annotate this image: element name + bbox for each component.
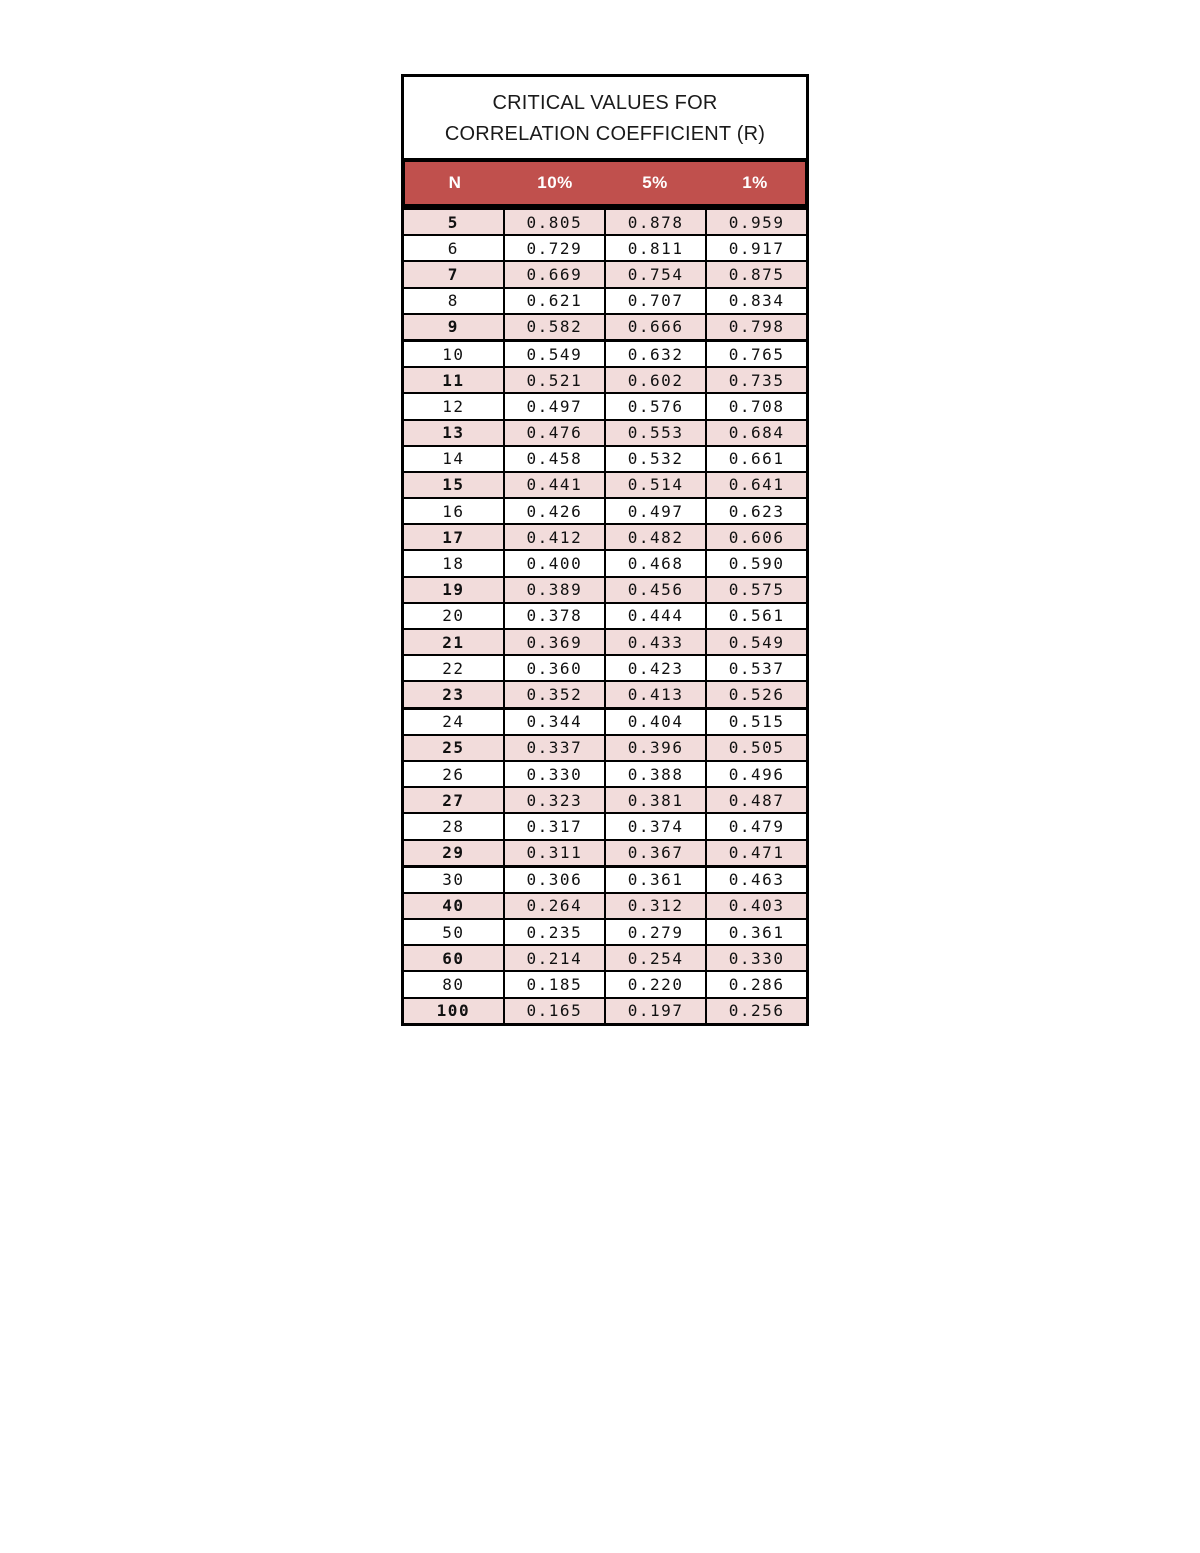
cell-10-percent: 0.412 — [504, 524, 605, 550]
cell-1-percent: 0.765 — [706, 340, 807, 367]
critical-values-sheet — [401, 74, 809, 1026]
cell-5-percent: 0.279 — [605, 919, 706, 945]
cell-n: 12 — [403, 393, 504, 419]
cell-1-percent: 0.487 — [706, 787, 807, 813]
table-row — [403, 893, 808, 919]
cell-n: 29 — [403, 840, 504, 867]
cell-5-percent: 0.413 — [605, 681, 706, 708]
cell-n: 27 — [403, 787, 504, 813]
table-row — [403, 420, 808, 446]
table-row — [403, 787, 808, 813]
cell-1-percent: 0.515 — [706, 708, 807, 735]
table-row — [403, 603, 808, 629]
table-row — [403, 655, 808, 681]
cell-1-percent: 0.623 — [706, 498, 807, 524]
cell-5-percent: 0.576 — [605, 393, 706, 419]
cell-1-percent: 0.575 — [706, 577, 807, 603]
table-row — [403, 367, 808, 393]
cell-5-percent: 0.666 — [605, 314, 706, 341]
cell-n: 14 — [403, 446, 504, 472]
table-row — [403, 577, 808, 603]
cell-1-percent: 0.471 — [706, 840, 807, 867]
cell-10-percent: 0.369 — [504, 629, 605, 655]
cell-5-percent: 0.497 — [605, 498, 706, 524]
cell-10-percent: 0.323 — [504, 787, 605, 813]
cell-n: 10 — [403, 340, 504, 367]
cell-5-percent: 0.514 — [605, 472, 706, 498]
table-row — [403, 813, 808, 839]
cell-n: 23 — [403, 681, 504, 708]
cell-1-percent: 0.590 — [706, 550, 807, 576]
cell-10-percent: 0.165 — [504, 998, 605, 1025]
table-row — [403, 288, 808, 314]
cell-1-percent: 0.641 — [706, 472, 807, 498]
cell-5-percent: 0.444 — [605, 603, 706, 629]
table-row — [403, 550, 808, 576]
cell-n: 6 — [403, 235, 504, 261]
table-body — [403, 209, 808, 1024]
table-row — [403, 340, 808, 367]
cell-5-percent: 0.553 — [605, 420, 706, 446]
table-row — [403, 209, 808, 235]
cell-10-percent: 0.669 — [504, 261, 605, 287]
critical-values-table — [401, 208, 809, 1026]
cell-5-percent: 0.632 — [605, 340, 706, 367]
cell-10-percent: 0.389 — [504, 577, 605, 603]
cell-n: 8 — [403, 288, 504, 314]
cell-1-percent: 0.549 — [706, 629, 807, 655]
cell-10-percent: 0.582 — [504, 314, 605, 341]
cell-n: 11 — [403, 367, 504, 393]
cell-5-percent: 0.468 — [605, 550, 706, 576]
column-header-5-percent: 5% — [642, 173, 668, 192]
cell-10-percent: 0.214 — [504, 945, 605, 971]
table-row — [403, 998, 808, 1025]
cell-5-percent: 0.381 — [605, 787, 706, 813]
cell-5-percent: 0.433 — [605, 629, 706, 655]
cell-n: 26 — [403, 761, 504, 787]
cell-1-percent: 0.875 — [706, 261, 807, 287]
cell-10-percent: 0.317 — [504, 813, 605, 839]
column-header-1-percent: 1% — [742, 173, 768, 192]
table-row — [403, 866, 808, 893]
cell-1-percent: 0.256 — [706, 998, 807, 1025]
cell-5-percent: 0.220 — [605, 971, 706, 997]
cell-1-percent: 0.463 — [706, 866, 807, 893]
cell-10-percent: 0.360 — [504, 655, 605, 681]
table-row — [403, 629, 808, 655]
cell-n: 19 — [403, 577, 504, 603]
cell-10-percent: 0.352 — [504, 681, 605, 708]
cell-1-percent: 0.798 — [706, 314, 807, 341]
cell-5-percent: 0.878 — [605, 209, 706, 235]
table-row — [403, 735, 808, 761]
cell-10-percent: 0.441 — [504, 472, 605, 498]
cell-10-percent: 0.621 — [504, 288, 605, 314]
cell-10-percent: 0.311 — [504, 840, 605, 867]
cell-5-percent: 0.456 — [605, 577, 706, 603]
cell-n: 25 — [403, 735, 504, 761]
table-row — [403, 393, 808, 419]
cell-n: 60 — [403, 945, 504, 971]
cell-n: 7 — [403, 261, 504, 287]
cell-n: 40 — [403, 893, 504, 919]
cell-5-percent: 0.396 — [605, 735, 706, 761]
cell-1-percent: 0.361 — [706, 919, 807, 945]
cell-1-percent: 0.505 — [706, 735, 807, 761]
cell-5-percent: 0.367 — [605, 840, 706, 867]
cell-5-percent: 0.423 — [605, 655, 706, 681]
table-row — [403, 761, 808, 787]
cell-n: 21 — [403, 629, 504, 655]
cell-10-percent: 0.378 — [504, 603, 605, 629]
cell-1-percent: 0.661 — [706, 446, 807, 472]
cell-n: 22 — [403, 655, 504, 681]
cell-5-percent: 0.197 — [605, 998, 706, 1025]
cell-5-percent: 0.361 — [605, 866, 706, 893]
cell-10-percent: 0.497 — [504, 393, 605, 419]
table-row — [403, 945, 808, 971]
cell-1-percent: 0.561 — [706, 603, 807, 629]
cell-10-percent: 0.426 — [504, 498, 605, 524]
column-header-row — [401, 158, 809, 208]
cell-n: 16 — [403, 498, 504, 524]
cell-1-percent: 0.479 — [706, 813, 807, 839]
cell-5-percent: 0.374 — [605, 813, 706, 839]
table-row — [403, 919, 808, 945]
table-row — [403, 235, 808, 261]
cell-n: 100 — [403, 998, 504, 1025]
cell-5-percent: 0.404 — [605, 708, 706, 735]
cell-5-percent: 0.482 — [605, 524, 706, 550]
cell-1-percent: 0.735 — [706, 367, 807, 393]
cell-1-percent: 0.330 — [706, 945, 807, 971]
cell-1-percent: 0.684 — [706, 420, 807, 446]
table-row — [403, 498, 808, 524]
cell-5-percent: 0.254 — [605, 945, 706, 971]
cell-n: 30 — [403, 866, 504, 893]
cell-1-percent: 0.286 — [706, 971, 807, 997]
cell-10-percent: 0.549 — [504, 340, 605, 367]
cell-n: 15 — [403, 472, 504, 498]
cell-1-percent: 0.917 — [706, 235, 807, 261]
cell-n: 18 — [403, 550, 504, 576]
column-header-n: N — [448, 173, 462, 192]
cell-1-percent: 0.708 — [706, 393, 807, 419]
cell-1-percent: 0.959 — [706, 209, 807, 235]
table-title-line-1: CRITICAL VALUES FOR — [492, 91, 718, 114]
cell-5-percent: 0.532 — [605, 446, 706, 472]
cell-10-percent: 0.306 — [504, 866, 605, 893]
cell-10-percent: 0.264 — [504, 893, 605, 919]
table-row — [403, 524, 808, 550]
cell-10-percent: 0.729 — [504, 235, 605, 261]
table-row — [403, 681, 808, 708]
cell-1-percent: 0.496 — [706, 761, 807, 787]
table-row — [403, 472, 808, 498]
cell-10-percent: 0.458 — [504, 446, 605, 472]
cell-1-percent: 0.526 — [706, 681, 807, 708]
cell-10-percent: 0.337 — [504, 735, 605, 761]
cell-n: 24 — [403, 708, 504, 735]
cell-10-percent: 0.805 — [504, 209, 605, 235]
cell-1-percent: 0.834 — [706, 288, 807, 314]
cell-5-percent: 0.811 — [605, 235, 706, 261]
table-title-line-2: CORRELATION COEFFICIENT (R) — [444, 122, 766, 145]
cell-10-percent: 0.235 — [504, 919, 605, 945]
table-row — [403, 708, 808, 735]
cell-10-percent: 0.344 — [504, 708, 605, 735]
cell-10-percent: 0.185 — [504, 971, 605, 997]
cell-5-percent: 0.707 — [605, 288, 706, 314]
table-row — [403, 261, 808, 287]
cell-5-percent: 0.602 — [605, 367, 706, 393]
cell-n: 80 — [403, 971, 504, 997]
cell-10-percent: 0.521 — [504, 367, 605, 393]
cell-10-percent: 0.476 — [504, 420, 605, 446]
cell-n: 9 — [403, 314, 504, 341]
table-row — [403, 971, 808, 997]
table-row — [403, 314, 808, 341]
cell-n: 5 — [403, 209, 504, 235]
column-header-10-percent: 10% — [537, 173, 573, 192]
cell-n: 28 — [403, 813, 504, 839]
cell-n: 17 — [403, 524, 504, 550]
cell-10-percent: 0.330 — [504, 761, 605, 787]
table-row — [403, 446, 808, 472]
cell-10-percent: 0.400 — [504, 550, 605, 576]
cell-1-percent: 0.537 — [706, 655, 807, 681]
table-row — [403, 840, 808, 867]
table-title-box — [401, 74, 809, 158]
cell-n: 20 — [403, 603, 504, 629]
cell-1-percent: 0.606 — [706, 524, 807, 550]
cell-n: 13 — [403, 420, 504, 446]
cell-5-percent: 0.754 — [605, 261, 706, 287]
cell-5-percent: 0.388 — [605, 761, 706, 787]
cell-5-percent: 0.312 — [605, 893, 706, 919]
cell-1-percent: 0.403 — [706, 893, 807, 919]
cell-n: 50 — [403, 919, 504, 945]
